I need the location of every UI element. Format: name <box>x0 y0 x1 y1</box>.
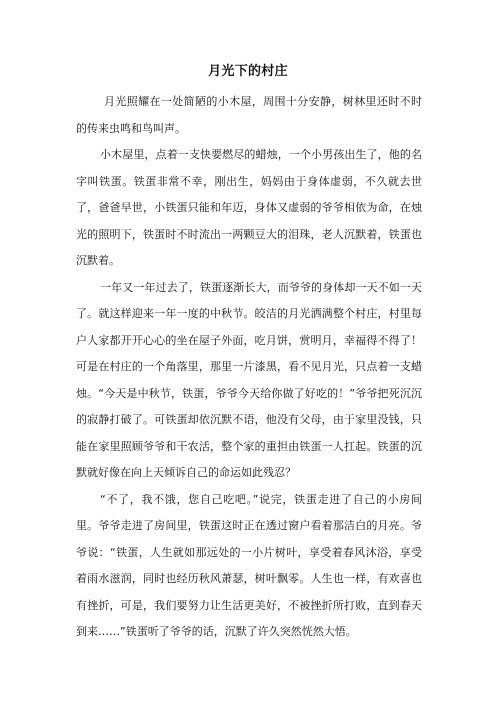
paragraph-4: “不了，我不饿，您自己吃吧。”说完，铁蛋走进了自己的小房间里。爷爷走进了房间里，铁蛋这时正在透过窗户看着那洁白的月亮。爷爷说：“铁蛋，人生就如那远处的一小片树叶，享受着春风沐浴，享受着雨水滋润，同时也经历秋风萧瑟，树叶飘零。人生也一样，有欢喜也有挫折，可是，我们要努力让生活更美好，不被挫折所打败，直到春天到来……”铁蛋听了爷爷的话，沉默了许久突然恍然大悟。 <box>76 492 422 638</box>
paragraph-2: 小木屋里，点着一支快要燃尽的蜡烛，一个小男孩出生了，他的名字叫铁蛋。铁蛋非常不幸，刚出生，妈妈由于身体虚弱，不久就去世了，爸爸早世，小铁蛋只能和年迈，身体又虚弱的爷爷相依为命，在烛光的照明下，铁蛋时不时流出一两颗豆大的泪珠，老人沉默着，铁蛋也沉默着。 <box>76 148 422 267</box>
paragraph-3: 一年又一年过去了，铁蛋逐渐长大，而爷爷的身体却一天不如一天了。就这样迎来一年一度的中秋节。皎洁的月光洒满整个村庄，村里每户人家都开开心心的坐在屋子外面，吃月饼，赏明月，幸福得不得了！可是在村庄的一个角落里，那里一片漆黑，看不见月光，只点着一支蜡烛。“今天是中秋节，铁蛋，爷爷今天给你做了好吃的！”爷爷把死沉沉的寂静打破了。可铁蛋却依沉默不语，他没有父母，由于家里没钱，只能在家里照顾爷爷和干农活，整个家的重担由铁蛋一人扛起。铁蛋的沉默就好像在向上天倾诉自己的命运如此残忍？ <box>76 280 422 479</box>
document-title: 月光下的村庄 <box>208 64 288 79</box>
paragraph-1: 月光照耀在一处简陋的小木屋，周围十分安静，树林里还时不时的传来虫鸣和鸟叫声。 <box>76 95 422 135</box>
document-body <box>76 89 422 646</box>
